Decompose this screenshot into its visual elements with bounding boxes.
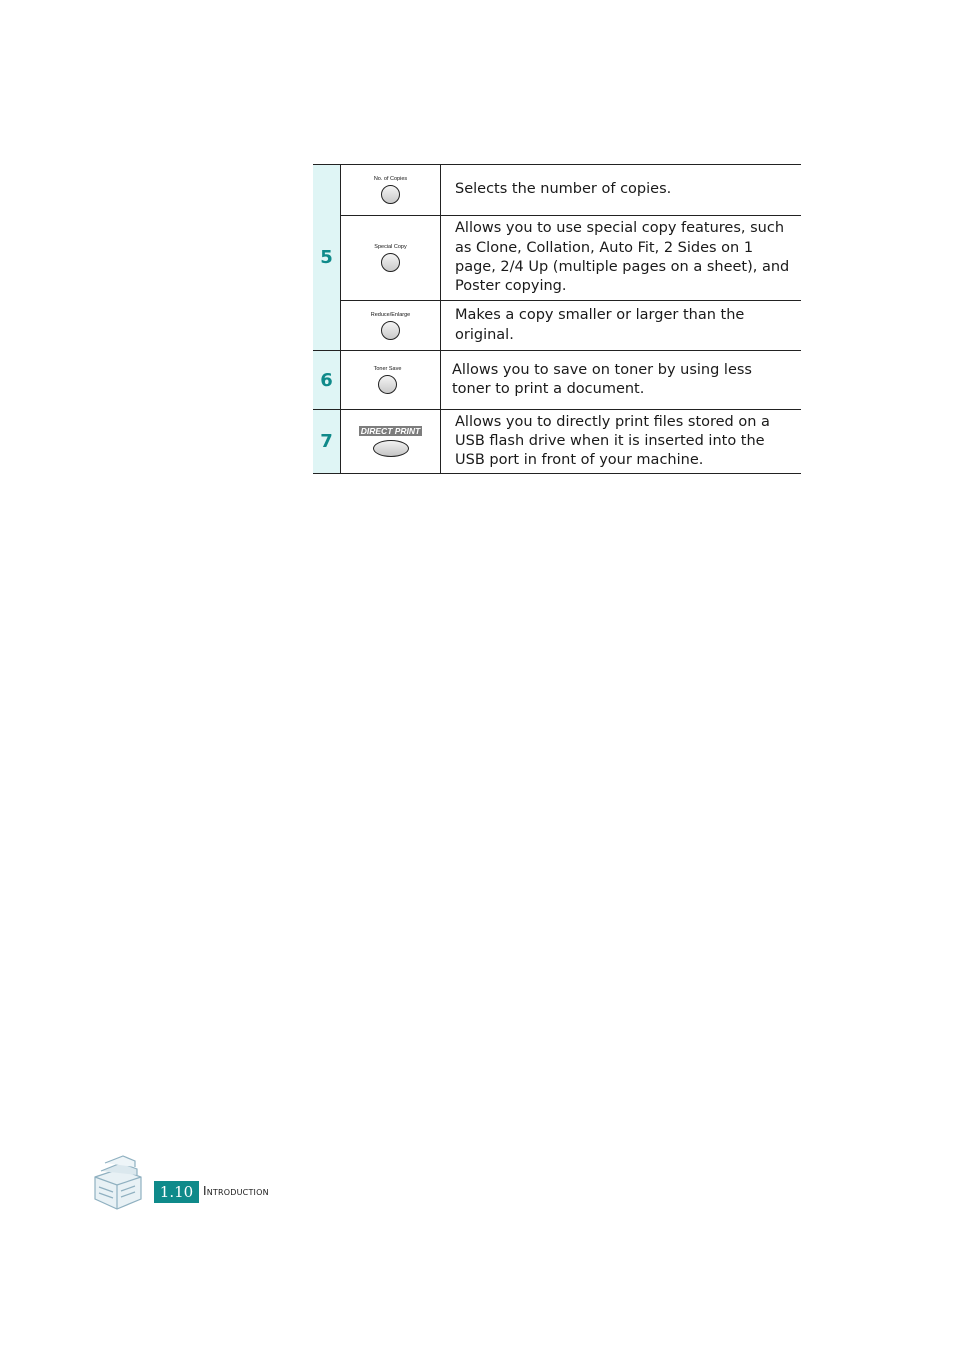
- button-label: Special Copy: [374, 244, 407, 250]
- button-label: DIRECT PRINT: [360, 426, 421, 436]
- button-image-cell: [341, 216, 441, 301]
- oval-button-icon: [373, 440, 409, 457]
- button-label: Reduce/Enlarge: [370, 311, 411, 318]
- description: Allows you to directly print files stored on a USB flash drive when it is inserted into the USB port in front of your machine.: [455, 413, 770, 469]
- table-row: [313, 410, 801, 474]
- round-button-icon: [381, 321, 400, 340]
- description: Selects the number of copies.: [455, 181, 672, 198]
- round-button-icon: [381, 185, 400, 204]
- row-number: 7: [313, 410, 341, 474]
- table-row: [313, 351, 801, 410]
- row-number: 5: [313, 165, 341, 351]
- button-label: No. of Copies: [373, 176, 408, 182]
- control-panel-table: [313, 164, 801, 474]
- printer-icon: [89, 1151, 145, 1211]
- button-image-cell: [341, 301, 441, 351]
- round-button-icon: [378, 375, 397, 394]
- table-row: [313, 301, 801, 351]
- button-image-cell: [341, 351, 441, 410]
- table-row: [313, 216, 801, 301]
- page-number: 1.10: [154, 1181, 199, 1203]
- button-label: Toner Save: [373, 366, 402, 372]
- round-button-icon: [381, 253, 400, 272]
- description: Allows you to use special copy features, such as Clone, Collation, Auto Fit, 2 Sides on 1 page, 2/4 Up (multiple pages on a sheet), and Poster copying.: [455, 220, 790, 295]
- table-row: [313, 165, 801, 216]
- description: Allows you to save on toner by using less toner to print a document.: [452, 361, 752, 397]
- section-title: Introduction: [203, 1184, 269, 1198]
- button-image-cell: [341, 165, 441, 216]
- button-image-cell: [341, 410, 441, 474]
- description: Makes a copy smaller or larger than the original.: [455, 307, 745, 343]
- row-number: 6: [313, 351, 341, 410]
